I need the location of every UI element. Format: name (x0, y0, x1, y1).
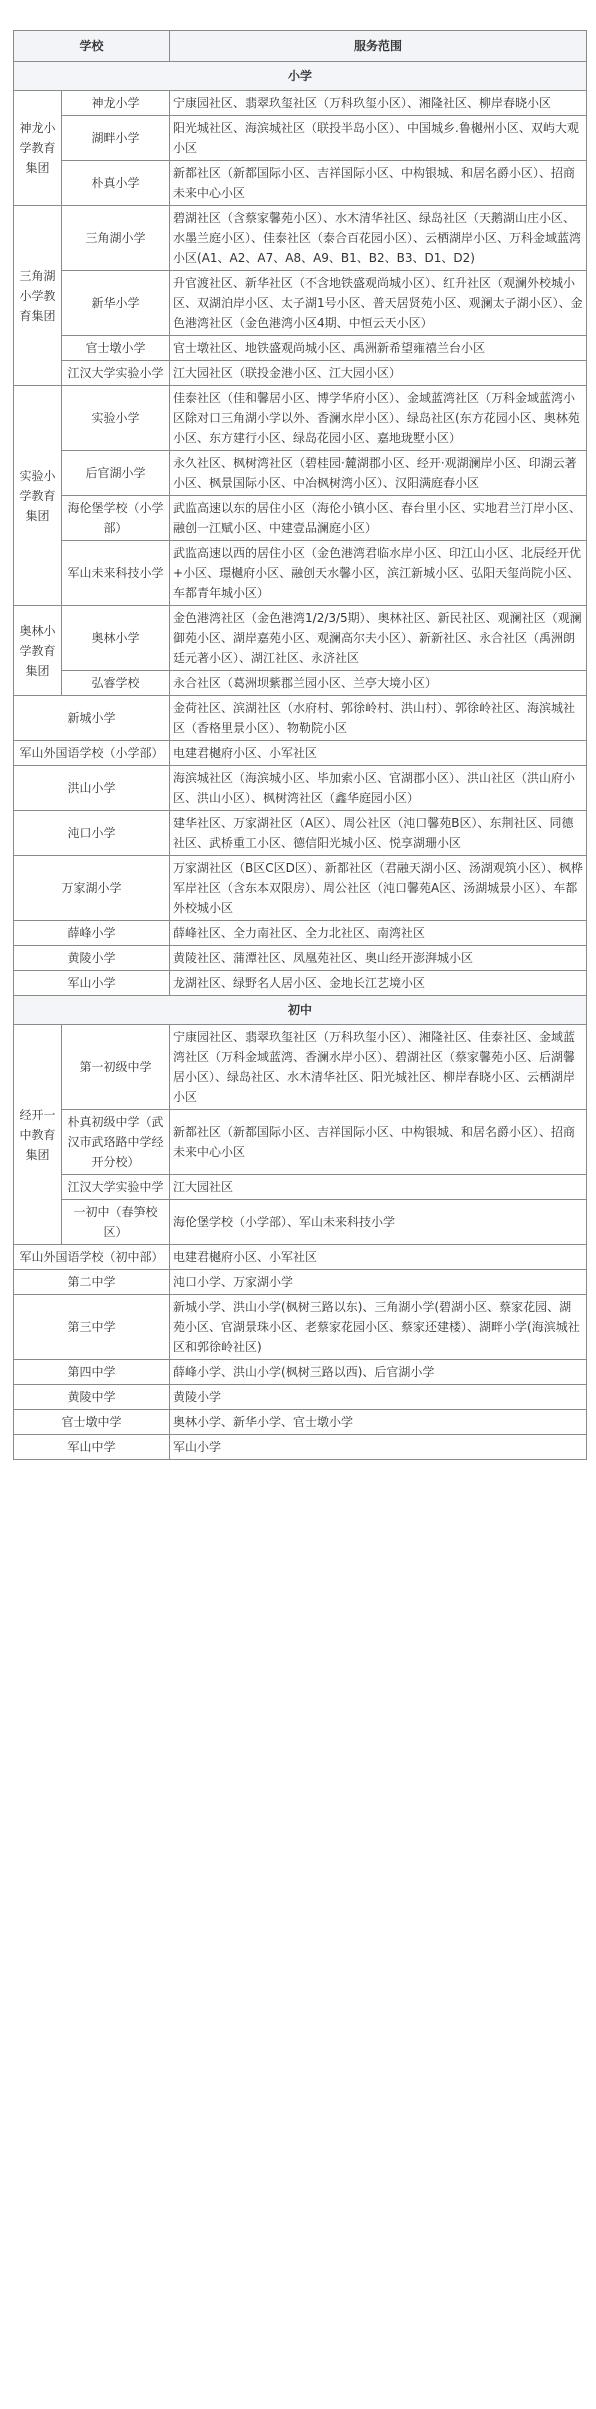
school-name-cell: 一初中（春笋校区） (62, 1200, 170, 1245)
table-row (14, 271, 587, 336)
table-row (14, 946, 587, 971)
table-row (14, 116, 587, 161)
service-scope-cell: 金荷社区、滨湖社区（水府村、郭徐岭村、洪山村）、郭徐岭社区、海滨城社区（香格里景小区）、物勒院小区 (170, 696, 587, 741)
school-name-cell: 军山小学 (14, 971, 170, 996)
school-name-cell: 沌口小学 (14, 811, 170, 856)
table-row (14, 361, 587, 386)
service-scope-cell: 薛峰社区、全力南社区、全力北社区、南湾社区 (170, 921, 587, 946)
table-row (14, 91, 587, 116)
school-name-cell: 朴真小学 (62, 161, 170, 206)
school-name-cell: 黄陵小学 (14, 946, 170, 971)
service-scope-cell: 升官渡社区、新华社区（不含地铁盛观尚城小区）、红升社区（观澜外校城小区、双湖泊岸小区、太子湖1号小区、普天居贤苑小区、观澜太子湖小区）、金色港湾社区（金色港湾小区4期、中恒云天小区） (170, 271, 587, 336)
table-row (14, 451, 587, 496)
service-scope-cell: 武监高速以西的居住小区（金色港湾君临水岸小区、印江山小区、北辰经开优+小区、璟樾府小区、融创天水馨小区，滨江新城小区、弘阳天玺尚院小区、车都青年城小区） (170, 541, 587, 606)
school-name-cell: 实验小学 (62, 386, 170, 451)
school-group-cell: 实验小学教育集团 (14, 386, 62, 606)
table-row (14, 1245, 587, 1270)
school-group-cell: 经开一中教育集团 (14, 1025, 62, 1245)
table-row (14, 921, 587, 946)
table-row (14, 206, 587, 271)
school-name-cell: 江汉大学实验小学 (62, 361, 170, 386)
table-row (14, 1410, 587, 1435)
service-scope-cell: 碧湖社区（含蔡家馨苑小区）、水木清华社区、绿岛社区（天鹅湖山庄小区、水墨兰庭小区）、佳泰社区（泰合百花园小区）、云栖湖岸小区、万科金域蓝湾小区(A1、A2、A7、A8、A9、B1、B2、B3、D1、D2) (170, 206, 587, 271)
school-name-cell: 弘睿学校 (62, 671, 170, 696)
table-row (14, 741, 587, 766)
school-name-cell: 军山中学 (14, 1435, 170, 1460)
table-row (14, 1175, 587, 1200)
table-header-row (14, 31, 587, 62)
table-row (14, 971, 587, 996)
school-name-cell: 薛峰小学 (14, 921, 170, 946)
service-scope-cell: 宁康园社区、翡翠玖玺社区（万科玖玺小区）、湘隆社区、佳泰社区、金域蓝湾社区（万科金域蓝湾、香澜水岸小区）、碧湖社区（蔡家馨苑小区、后湖馨居小区）、绿岛社区、水木清华社区、阳光城社区、柳岸春晓小区、云栖湖岸小区 (170, 1025, 587, 1110)
table-row (14, 1435, 587, 1460)
school-name-cell: 万家湖小学 (14, 856, 170, 921)
service-scope-cell: 电建君樾府小区、小军社区 (170, 1245, 587, 1270)
service-scope-cell: 薛峰小学、洪山小学(枫树三路以西)、后官湖小学 (170, 1360, 587, 1385)
service-scope-cell: 永久社区、枫树湾社区（碧桂园·麓湖郡小区、经开·观湖澜岸小区、印湖云著小区、枫景国际小区、中冶枫树湾小区）、汉阳满庭春小区 (170, 451, 587, 496)
service-scope-cell: 电建君樾府小区、小军社区 (170, 741, 587, 766)
service-scope-cell: 新城小学、洪山小学(枫树三路以东)、三角湖小学(碧湖小区、蔡家花园、湖苑小区、官湖景珠小区、老蔡家花园小区、蔡家还建楼）、湖畔小学(海滨城社区和郭徐岭社区) (170, 1295, 587, 1360)
school-name-cell: 官士墩小学 (62, 336, 170, 361)
table-row (14, 336, 587, 361)
school-name-cell: 后官湖小学 (62, 451, 170, 496)
table-row (14, 541, 587, 606)
service-scope-cell: 军山小学 (170, 1435, 587, 1460)
school-group-cell: 奥林小学教育集团 (14, 606, 62, 696)
table-row (14, 386, 587, 451)
section-row (14, 62, 587, 91)
school-name-cell: 湖畔小学 (62, 116, 170, 161)
service-scope-cell: 新都社区（新都国际小区、吉祥国际小区、中构银城、和居名爵小区）、招商未来中心小区 (170, 1110, 587, 1175)
table-row (14, 496, 587, 541)
section-title: 小学 (14, 62, 587, 91)
service-scope-cell: 新都社区（新都国际小区、吉祥国际小区、中构银城、和居名爵小区）、招商未来中心小区 (170, 161, 587, 206)
school-name-cell: 洪山小学 (14, 766, 170, 811)
school-name-cell: 军山外国语学校（小学部） (14, 741, 170, 766)
school-name-cell: 第四中学 (14, 1360, 170, 1385)
service-scope-cell: 奥林小学、新华小学、官士墩小学 (170, 1410, 587, 1435)
school-name-cell: 朴真初级中学（武汉市武珞路中学经开分校） (62, 1110, 170, 1175)
service-scope-cell: 万家湖社区（B区C区D区）、新都社区（君融天湖小区、汤湖观筑小区）、枫桦军岸社区（含东本双限房）、周公社区（沌口馨苑A区、汤湖城景小区）、车都外校城小区 (170, 856, 587, 921)
header-scope: 服务范围 (170, 31, 587, 62)
service-scope-cell: 沌口小学、万家湖小学 (170, 1270, 587, 1295)
table-row (14, 1385, 587, 1410)
service-scope-cell: 佳泰社区（佳和馨居小区、博学华府小区）、金域蓝湾社区（万科金域蓝湾小区除对口三角湖小学以外、香澜水岸小区）、绿岛社区(东方花园小区、奥林苑小区、东方建行小区、绿岛花园小区、嘉地珑墅小区） (170, 386, 587, 451)
table-row (14, 766, 587, 811)
table-row (14, 606, 587, 671)
table-row (14, 1295, 587, 1360)
table-row (14, 811, 587, 856)
school-name-cell: 第三中学 (14, 1295, 170, 1360)
service-scope-cell: 武监高速以东的居住小区（海伦小镇小区、春台里小区、实地君兰汀岸小区、融创一江赋小区、中建壹品澜庭小区） (170, 496, 587, 541)
table-row (14, 1110, 587, 1175)
table-row (14, 671, 587, 696)
school-group-cell: 神龙小学教育集团 (14, 91, 62, 206)
school-name-cell: 神龙小学 (62, 91, 170, 116)
service-scope-cell: 金色港湾社区（金色港湾1/2/3/5期）、奥林社区、新民社区、观澜社区（观澜御苑小区、湖岸嘉苑小区、观澜高尔夫小区）、新新社区、永合社区（禹洲朗廷元著小区）、湖江社区、永济社区 (170, 606, 587, 671)
school-name-cell: 奥林小学 (62, 606, 170, 671)
school-name-cell: 官士墩中学 (14, 1410, 170, 1435)
table-row (14, 696, 587, 741)
school-name-cell: 第二中学 (14, 1270, 170, 1295)
service-scope-cell: 官士墩社区、地铁盛观尚城小区、禹洲新希望雍禧兰台小区 (170, 336, 587, 361)
school-name-cell: 军山未来科技小学 (62, 541, 170, 606)
school-name-cell: 三角湖小学 (62, 206, 170, 271)
school-name-cell: 军山外国语学校（初中部） (14, 1245, 170, 1270)
school-district-table-wrapper (13, 30, 586, 1460)
table-body (14, 62, 587, 1460)
school-name-cell: 新城小学 (14, 696, 170, 741)
school-name-cell: 黄陵中学 (14, 1385, 170, 1410)
service-scope-cell: 江大园社区 (170, 1175, 587, 1200)
service-scope-cell: 黄陵小学 (170, 1385, 587, 1410)
service-scope-cell: 龙湖社区、绿野名人居小区、金地长江艺境小区 (170, 971, 587, 996)
school-name-cell: 江汉大学实验中学 (62, 1175, 170, 1200)
service-scope-cell: 海滨城社区（海滨城小区、毕加索小区、官湖郡小区）、洪山社区（洪山府小区、洪山小区）、枫树湾社区（鑫华庭园小区） (170, 766, 587, 811)
service-scope-cell: 宁康园社区、翡翠玖玺社区（万科玖玺小区）、湘隆社区、柳岸春晓小区 (170, 91, 587, 116)
table-row (14, 1200, 587, 1245)
service-scope-cell: 海伦堡学校（小学部）、军山未来科技小学 (170, 1200, 587, 1245)
school-name-cell: 海伦堡学校（小学部） (62, 496, 170, 541)
service-scope-cell: 建华社区、万家湖社区（A区）、周公社区（沌口馨苑B区）、东荆社区、同德社区、武桥重工小区、德信阳光城小区、悦享湖珊小区 (170, 811, 587, 856)
section-row (14, 996, 587, 1025)
service-scope-cell: 阳光城社区、海滨城社区（联投半岛小区）、中国城乡.鲁樾州小区、双屿大观小区 (170, 116, 587, 161)
service-scope-cell: 黄陵社区、蒲潭社区、凤凰苑社区、奥山经开澎湃城小区 (170, 946, 587, 971)
service-scope-cell: 永合社区（葛洲坝紫郡兰园小区、兰亭大境小区） (170, 671, 587, 696)
school-name-cell: 第一初级中学 (62, 1025, 170, 1110)
table-row (14, 1025, 587, 1110)
header-school: 学校 (14, 31, 170, 62)
school-district-table (13, 30, 587, 1460)
service-scope-cell: 江大园社区（联投金港小区、江大园小区） (170, 361, 587, 386)
table-row (14, 1360, 587, 1385)
table-row (14, 1270, 587, 1295)
school-group-cell: 三角湖小学教育集团 (14, 206, 62, 386)
school-name-cell: 新华小学 (62, 271, 170, 336)
table-row (14, 161, 587, 206)
table-row (14, 856, 587, 921)
section-title: 初中 (14, 996, 587, 1025)
